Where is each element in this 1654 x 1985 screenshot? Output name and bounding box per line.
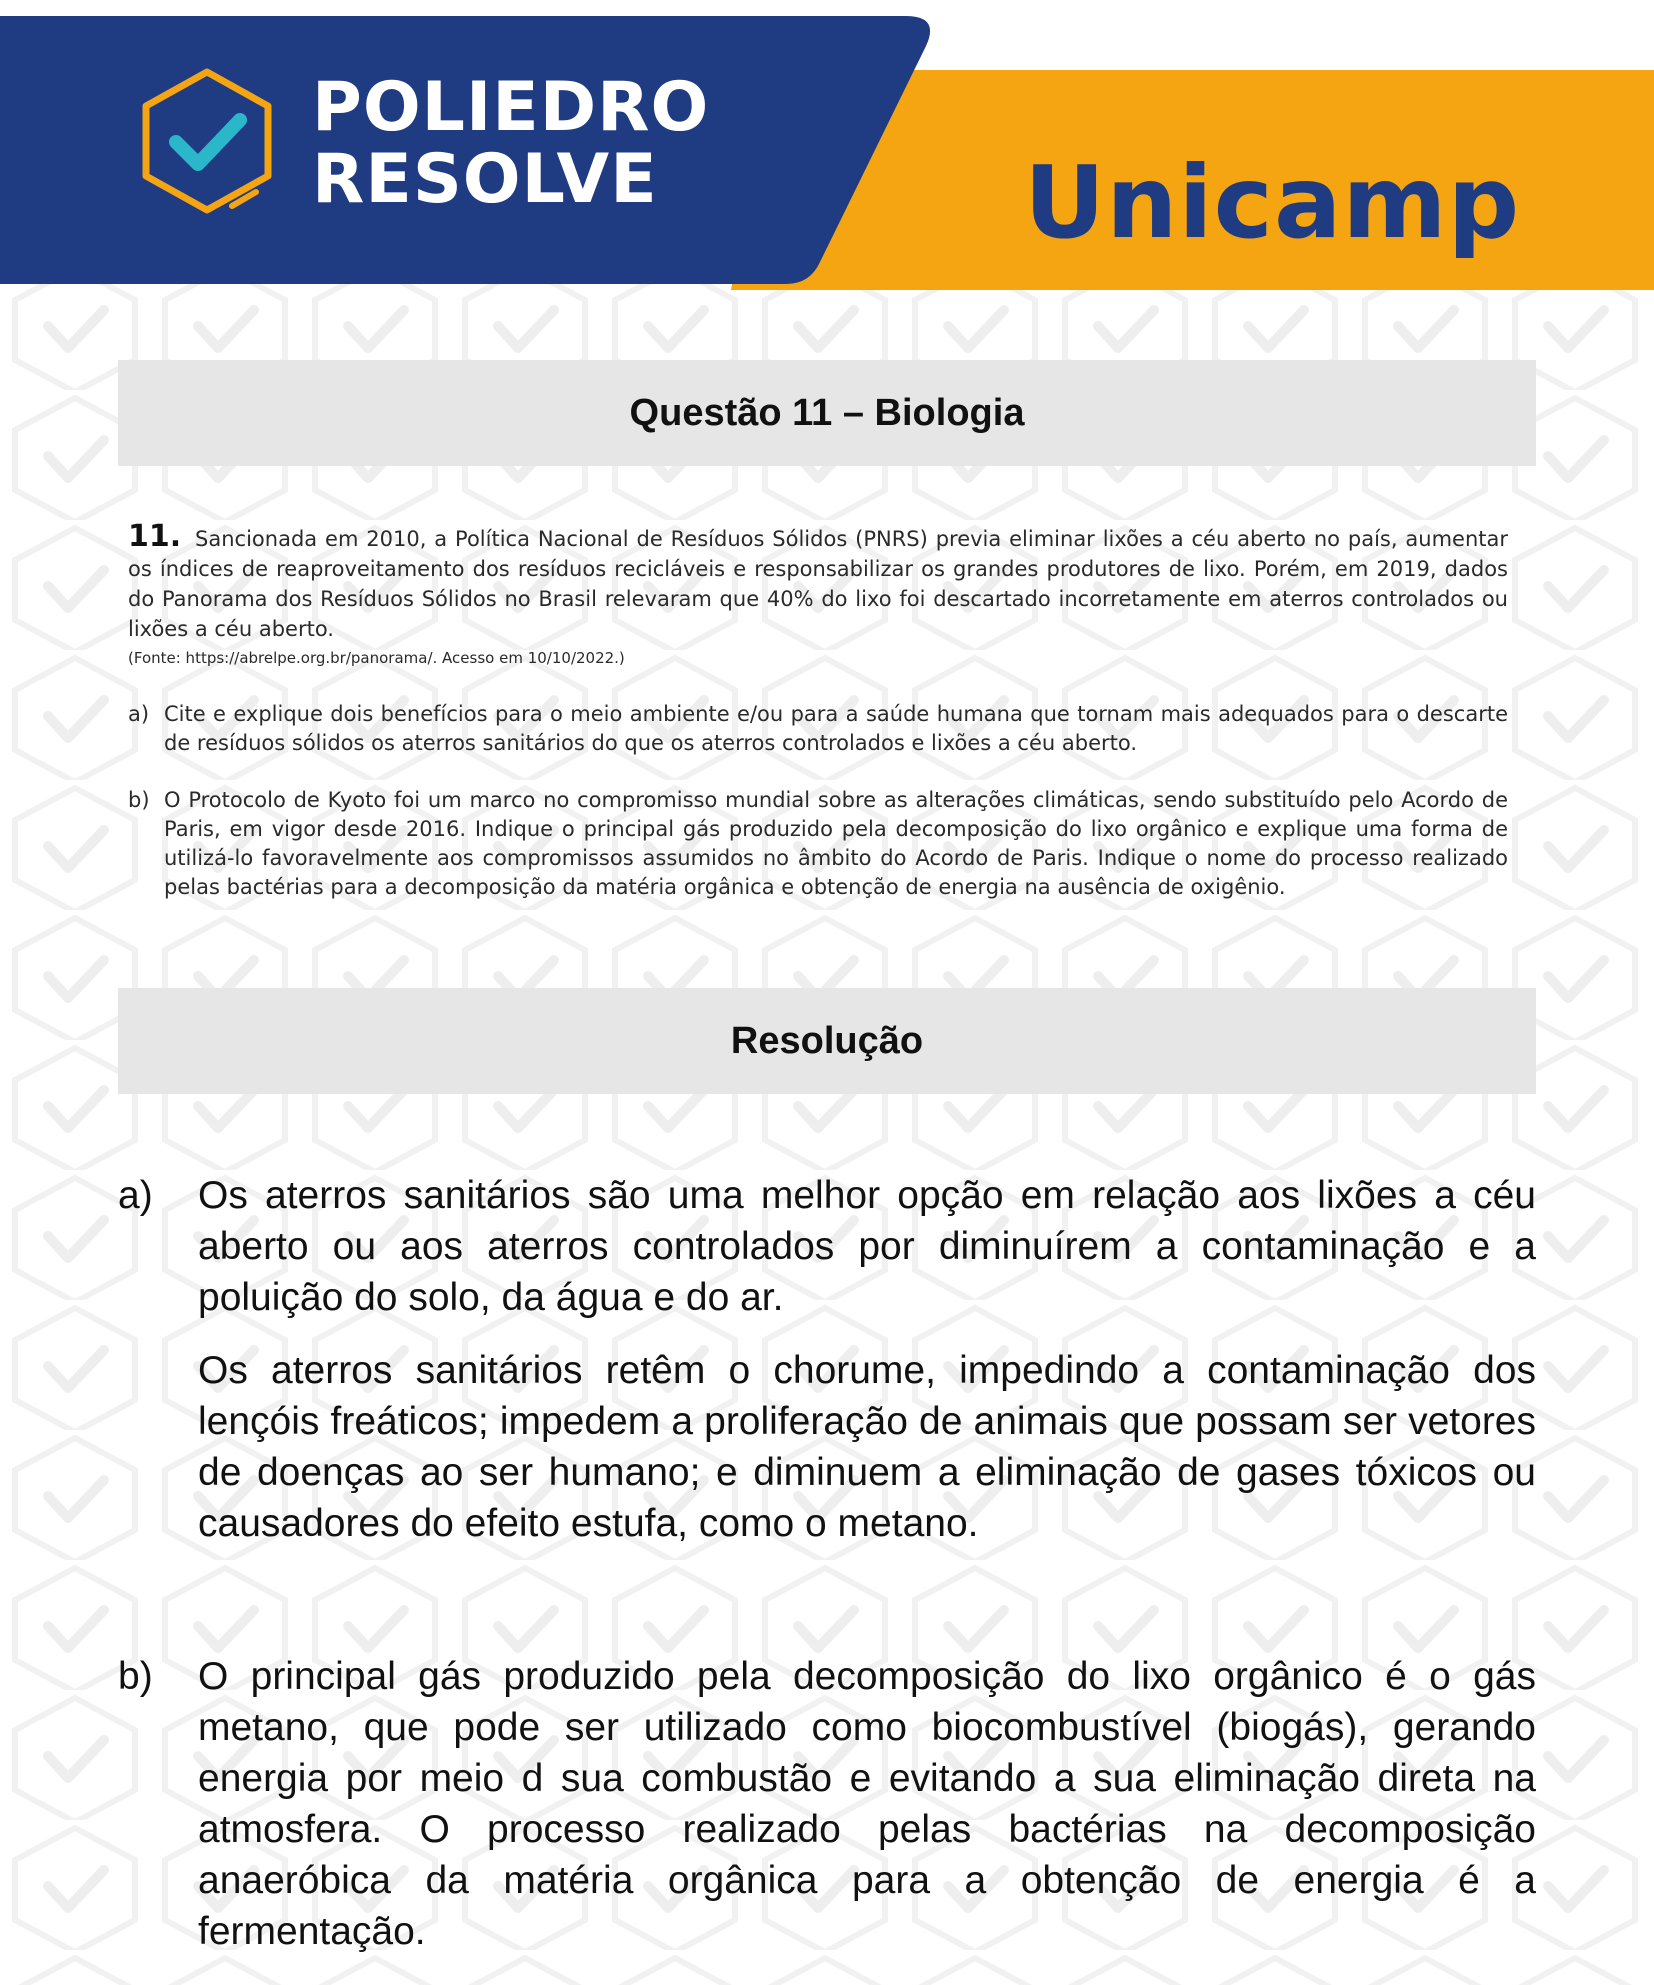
question-source: (Fonte: https://abrelpe.org.br/panorama/. Acesso em 10/10/2022.) bbox=[128, 649, 625, 667]
question-item-label: a) bbox=[128, 702, 150, 726]
answer-body bbox=[198, 1651, 1536, 1957]
exam-name: Unicamp bbox=[1024, 144, 1521, 261]
answer-label: a) bbox=[118, 1174, 153, 1217]
resolution-title-bar bbox=[118, 988, 1536, 1094]
answer-b bbox=[118, 1651, 1536, 1957]
question-title: Questão 11 – Biologia bbox=[629, 391, 1025, 434]
brand-line-1: POLIEDRO bbox=[312, 68, 710, 147]
answer-label: b) bbox=[118, 1655, 153, 1698]
brand-line-2: RESOLVE bbox=[312, 140, 658, 219]
answer-paragraph: O principal gás produzido pela decomposição do lixo orgânico é o gás metano, que pode ser utilizado como biocombustível (biogás), gerando energia por meio d sua combustão e evitando a sua eliminação direta na atmosfera. O processo realizado pelas bactérias na decomposição anaeróbica da matéria orgânica para a obtenção de energia é a fermentação. bbox=[198, 1655, 1536, 1953]
question-item-b bbox=[128, 786, 1508, 902]
question-item-text: Cite e explique dois benefícios para o meio ambiente e/ou para a saúde humana que tornam mais adequados para o descarte de resíduos sólidos os aterros sanitários do que os aterros controlados e lixões a céu aberto. bbox=[164, 702, 1508, 755]
question-statement bbox=[128, 519, 1508, 670]
resolution-title: Resolução bbox=[730, 1019, 924, 1062]
question-title-bar bbox=[118, 360, 1536, 466]
answer-paragraph: Os aterros sanitários são uma melhor opção em relação aos lixões a céu aberto ou aos aterros controlados por diminuírem a contaminação e a poluição do solo, da água e do ar. bbox=[198, 1174, 1536, 1319]
question-item-text: O Protocolo de Kyoto foi um marco no compromisso mundial sobre as alterações climáticas, sendo substituído pelo Acordo de Paris, em vigor desde 2016. Indique o principal gás produzido pela decomposição do lixo orgânico e explique uma forma de utilizá-lo favoravelmente aos compromissos assumidos no âmbito do Acordo de Paris. Indique o nome do processo realizado pelas bactérias para a decomposição da matéria orgânica e obtenção de energia na ausência de oxigênio. bbox=[164, 788, 1508, 899]
brand-name bbox=[312, 68, 710, 219]
question-number: 11. bbox=[128, 519, 182, 554]
answer-body bbox=[198, 1170, 1536, 1549]
question-intro: Sancionada em 2010, a Política Nacional de Resíduos Sólidos (PNRS) previa eliminar lixões a céu aberto no país, aumentar os índices de reaproveitamento dos resíduos recicláveis e responsabilizar os grandes produtores de lixo. Porém, em 2019, dados do Panorama dos Resíduos Sólidos no Brasil relevaram que 40% do lixo foi descartado incorretamente em aterros controlados ou lixões a céu aberto. bbox=[128, 527, 1508, 641]
check-hexagon-icon bbox=[132, 66, 282, 216]
answer-a bbox=[118, 1170, 1536, 1549]
question-item-label: b) bbox=[128, 788, 150, 812]
answer-paragraph: Os aterros sanitários retêm o chorume, impedindo a contaminação dos lençóis freáticos; impedem a proliferação de animais que possam ser vetores de doenças ao ser humano; e diminuem a eliminação de gases tóxicos ou causadores do efeito estufa, como o metano. bbox=[198, 1349, 1536, 1545]
question-item-a bbox=[128, 700, 1508, 758]
